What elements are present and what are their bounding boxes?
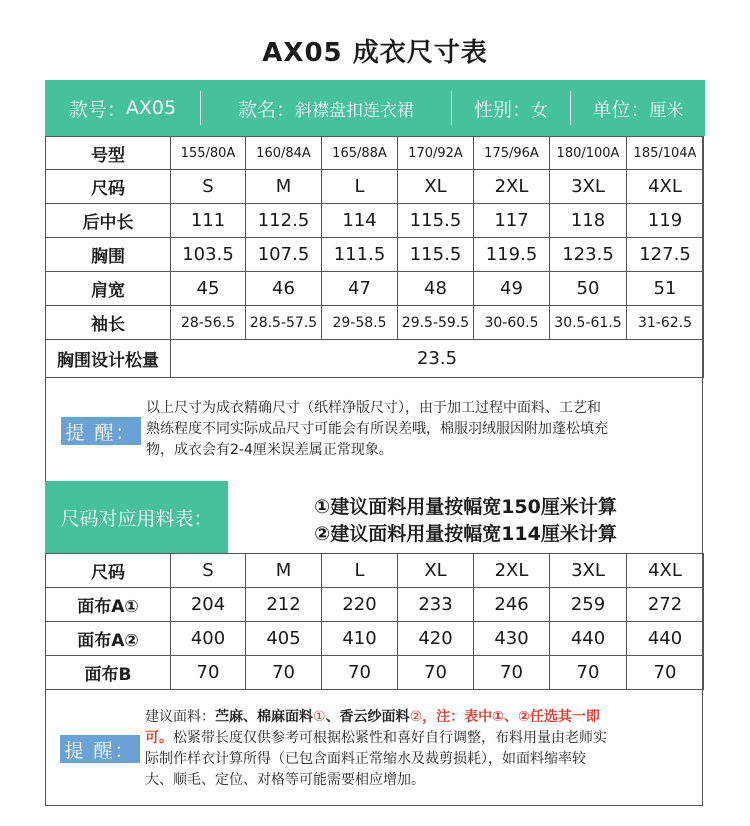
table-cell: 117 bbox=[474, 204, 550, 238]
style-name-value: 斜襟盘扣连衣裙 bbox=[295, 100, 414, 121]
table-cell: 160/84A bbox=[246, 137, 322, 170]
row-label: 后中长 bbox=[46, 204, 171, 238]
table-cell: 28.5-57.5 bbox=[246, 306, 322, 340]
table-cell: 246 bbox=[474, 588, 550, 622]
table-cell: 170/92A bbox=[398, 137, 474, 170]
table-cell: 440 bbox=[550, 622, 627, 656]
row-label: 袖长 bbox=[46, 306, 171, 340]
fabric-table-title: 尺码对应用料表： bbox=[45, 481, 228, 553]
row-label: 肩宽 bbox=[46, 272, 171, 306]
table-cell: 31-62.5 bbox=[627, 306, 704, 340]
notice-box bbox=[45, 377, 703, 481]
gender bbox=[452, 80, 570, 136]
table-cell: 165/88A bbox=[322, 137, 398, 170]
table-cell: 51 bbox=[627, 272, 704, 306]
fabric-table bbox=[45, 553, 704, 690]
notice-warning: 可。 bbox=[145, 730, 173, 746]
table-cell: 70 bbox=[171, 656, 246, 690]
table-row bbox=[46, 170, 704, 204]
notice-line: 际制作样衣计算所得（已包含面料正常缩水及裁剪损耗），如面料缩率较 bbox=[145, 751, 586, 767]
table-cell: 127.5 bbox=[627, 238, 704, 272]
product-info-bar bbox=[45, 80, 705, 136]
style-name-label: 款名： bbox=[237, 98, 295, 121]
style-number-value: AX05 bbox=[125, 97, 177, 119]
notice-line: 熟练程度不同实际成品尺寸可能会有所误差哦，棉服羽绒服因附加蓬松填充 bbox=[146, 421, 608, 437]
row-label: 胸围设计松量 bbox=[46, 340, 171, 378]
table-cell: 4XL bbox=[627, 170, 704, 204]
table-cell: 123.5 bbox=[550, 238, 627, 272]
table-cell: 420 bbox=[398, 622, 474, 656]
table-cell: 400 bbox=[171, 622, 246, 656]
table-cell: 3XL bbox=[550, 554, 627, 588]
table-cell: 220 bbox=[322, 588, 398, 622]
table-cell: 45 bbox=[171, 272, 246, 306]
table-cell: 204 bbox=[171, 588, 246, 622]
table-cell: 103.5 bbox=[171, 238, 246, 272]
table-cell: 118 bbox=[550, 204, 627, 238]
table-row bbox=[46, 622, 704, 656]
table-row bbox=[46, 656, 704, 690]
table-cell: XL bbox=[398, 170, 474, 204]
fabric-header bbox=[45, 481, 703, 553]
table-cell: 410 bbox=[322, 622, 398, 656]
table-cell: 112.5 bbox=[246, 204, 322, 238]
table-cell: 70 bbox=[322, 656, 398, 690]
style-number-label: 款号： bbox=[68, 98, 126, 121]
table-cell: 119.5 bbox=[474, 238, 550, 272]
table-cell: M bbox=[246, 554, 322, 588]
table-cell: 111.5 bbox=[322, 238, 398, 272]
unit bbox=[571, 80, 705, 136]
table-cell: 175/96A bbox=[474, 137, 550, 170]
table-cell: 70 bbox=[246, 656, 322, 690]
notice-line bbox=[145, 728, 697, 749]
table-cell: 70 bbox=[474, 656, 550, 690]
table-row bbox=[46, 204, 704, 238]
row-label: 面布A② bbox=[46, 622, 171, 656]
table-row bbox=[46, 554, 704, 588]
notice-segment: ① bbox=[313, 709, 326, 725]
table-cell: L bbox=[322, 170, 398, 204]
table-cell: 30.5-61.5 bbox=[550, 306, 627, 340]
table-cell: 29-58.5 bbox=[322, 306, 398, 340]
notice-segment: 、香云纱面料 bbox=[325, 709, 410, 725]
unit-label: 单位： bbox=[592, 98, 650, 121]
table-cell: 3XL bbox=[550, 170, 627, 204]
page-title: AX05 成衣尺寸表 bbox=[262, 38, 488, 68]
fabric-rule-1: ①建议面料用量按幅宽150厘米计算 bbox=[314, 496, 617, 518]
table-cell: 212 bbox=[246, 588, 322, 622]
table-cell: 259 bbox=[550, 588, 627, 622]
row-label: 面布A① bbox=[46, 588, 171, 622]
table-row bbox=[46, 340, 704, 378]
row-label: 号型 bbox=[46, 137, 171, 170]
table-cell: 272 bbox=[627, 588, 704, 622]
table-cell: 233 bbox=[398, 588, 474, 622]
table-cell: L bbox=[322, 554, 398, 588]
table-cell: 180/100A bbox=[550, 137, 627, 170]
style-number bbox=[45, 80, 200, 136]
table-cell: 440 bbox=[627, 622, 704, 656]
table-cell: 119 bbox=[627, 204, 704, 238]
table-cell: 47 bbox=[322, 272, 398, 306]
size-table bbox=[45, 136, 704, 378]
table-cell: 4XL bbox=[627, 554, 704, 588]
table-row bbox=[46, 588, 704, 622]
row-label: 尺码 bbox=[46, 554, 171, 588]
notice-line: 物，成衣会有2-4厘米误差属正常现象。 bbox=[146, 442, 393, 458]
table-cell: 28-56.5 bbox=[171, 306, 246, 340]
row-label: 尺码 bbox=[46, 170, 171, 204]
reminder-badge: 提 醒： bbox=[61, 417, 141, 445]
table-row bbox=[46, 238, 704, 272]
notice-segment: ② bbox=[409, 709, 423, 725]
table-cell: 49 bbox=[474, 272, 550, 306]
fabric-notice-box bbox=[45, 689, 703, 806]
row-label: 面布B bbox=[46, 656, 171, 690]
unit-value: 厘米 bbox=[649, 100, 684, 121]
style-name bbox=[201, 80, 451, 136]
notice-segment: 苎麻、棉麻面料 bbox=[215, 709, 313, 725]
table-cell: 70 bbox=[627, 656, 704, 690]
row-label: 胸围 bbox=[46, 238, 171, 272]
table-cell: 405 bbox=[246, 622, 322, 656]
table-cell: 185/104A bbox=[627, 137, 704, 170]
notice-line bbox=[145, 707, 697, 728]
ease-value: 23.5 bbox=[171, 340, 704, 378]
notice-segment: 建议面料： bbox=[145, 709, 215, 725]
table-row bbox=[46, 137, 704, 170]
table-cell: S bbox=[171, 554, 246, 588]
table-cell: 111 bbox=[171, 204, 246, 238]
table-row bbox=[46, 306, 704, 340]
table-cell: 114 bbox=[322, 204, 398, 238]
notice-text bbox=[146, 398, 698, 461]
table-cell: XL bbox=[398, 554, 474, 588]
table-cell: 155/80A bbox=[171, 137, 246, 170]
gender-value: 女 bbox=[531, 100, 548, 121]
notice-line: 以上尺寸为成衣精确尺寸（纸样净版尺寸），由于加工过程中面料、工艺和 bbox=[146, 400, 601, 416]
table-cell: 2XL bbox=[474, 170, 550, 204]
table-row bbox=[46, 272, 704, 306]
table-cell: 2XL bbox=[474, 554, 550, 588]
reminder-badge: 提 醒： bbox=[60, 735, 140, 763]
table-cell: 115.5 bbox=[398, 204, 474, 238]
notice-line: 大、顺毛、定位、对格等可能需要相应增加。 bbox=[145, 772, 425, 788]
notice-warning: ，注：表中①、②任选其一即 bbox=[422, 709, 600, 725]
table-cell: 70 bbox=[398, 656, 474, 690]
notice-segment: 松紧带长度仅供参考可根据松紧性和喜好自行调整，布料用量由老师实 bbox=[173, 730, 607, 746]
table-cell: 46 bbox=[246, 272, 322, 306]
table-cell: 48 bbox=[398, 272, 474, 306]
table-cell: 29.5-59.5 bbox=[398, 306, 474, 340]
table-cell: 30-60.5 bbox=[474, 306, 550, 340]
table-cell: 430 bbox=[474, 622, 550, 656]
table-cell: M bbox=[246, 170, 322, 204]
notice-text bbox=[145, 707, 697, 791]
gender-label: 性别： bbox=[473, 98, 531, 121]
table-cell: 50 bbox=[550, 272, 627, 306]
table-cell: 70 bbox=[550, 656, 627, 690]
fabric-rule-2: ②建议面料用量按幅宽114厘米计算 bbox=[314, 523, 617, 545]
table-cell: 107.5 bbox=[246, 238, 322, 272]
table-cell: S bbox=[171, 170, 246, 204]
table-cell: 115.5 bbox=[398, 238, 474, 272]
